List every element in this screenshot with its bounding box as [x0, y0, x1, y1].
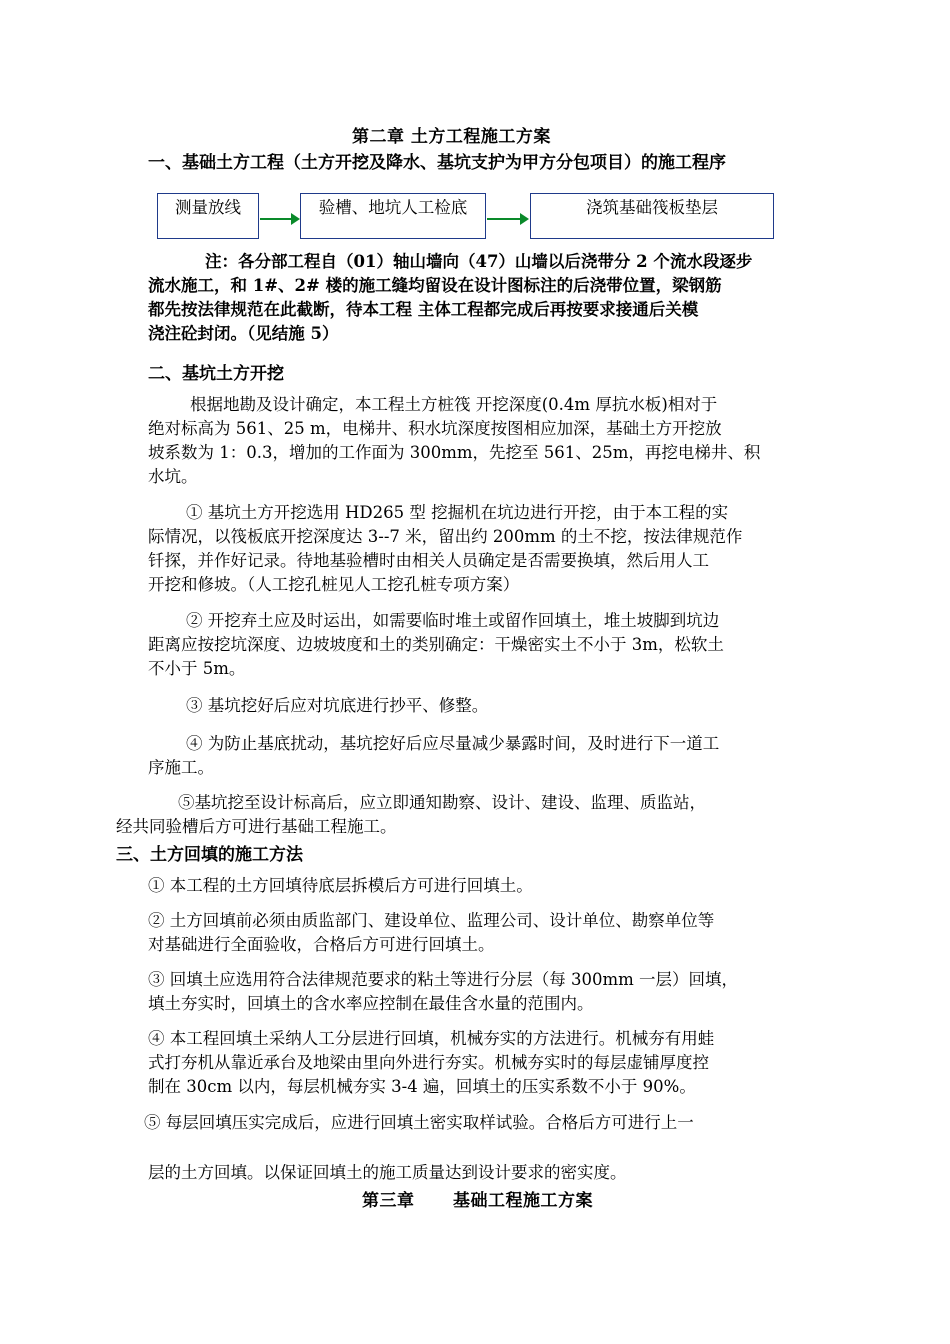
list-item-line: 层的土方回填。以保证回填土的施工质量达到设计要求的密实度。 — [148, 1163, 627, 1182]
flow-step-survey: 测量放线 — [157, 193, 259, 239]
chapter2-title: 第二章 土方工程施工方案 — [352, 127, 551, 147]
list-item-line: 开挖和修坡。（人工挖孔桩见人工挖孔桩专项方案） — [148, 575, 520, 594]
list-item-line: 式打夯机从靠近承台及地梁由里向外进行夯实。机械夯实时的每层虚铺厚度控 — [148, 1053, 709, 1072]
list-item-line: 距离应按挖坑深度、边坡坡度和土的类别确定：干燥密实土不小于 3m，松软土 — [148, 635, 724, 654]
list-item-line: 填土夯实时，回填土的含水率应控制在最佳含水量的范围内。 — [148, 994, 594, 1013]
list-item-line: ⑤ 每层回填压实完成后，应进行回填土密实取样试验。合格后方可进行上一 — [144, 1113, 694, 1132]
section1-heading: 一、基础土方工程（土方开挖及降水、基坑支护为甲方分包项目）的施工程序 — [148, 153, 726, 173]
flow-arrow-1 — [260, 218, 292, 220]
list-item-line: 对基础进行全面验收，合格后方可进行回填土。 — [148, 935, 495, 954]
flow-step-inspection: 验槽、地坑人工检底 — [300, 193, 486, 239]
paragraph-line: 坡系数为 1：0.3，增加的工作面为 300mm，先挖至 561、25m，再挖电梯井、积 — [148, 443, 761, 462]
chapter3-title: 第三章 基础工程施工方案 — [362, 1191, 594, 1211]
flow-step-pour-cushion: 浇筑基础筏板垫层 — [530, 193, 774, 239]
note-line: 浇注砼封闭。（见结施 5） — [148, 324, 339, 343]
list-item-line: 钎探，并作好记录。待地基验槽时由相关人员确定是否需要换填，然后用人工 — [148, 551, 709, 570]
list-item-line: 际情况，以筏板底开挖深度达 3--7 米，留出约 200mm 的土不挖，按法律规范作 — [148, 527, 743, 546]
list-item-line: ② 土方回填前必须由质监部门、建设单位、监理公司、设计单位、勘察单位等 — [148, 911, 715, 930]
list-item-line: 制在 30cm 以内，每层机械夯实 3-4 遍，回填土的压实系数不小于 90%。 — [148, 1077, 696, 1096]
section3-heading: 三、土方回填的施工方法 — [116, 845, 303, 865]
list-item-line: ① 基坑土方开挖选用 HD265 型 挖掘机在坑边进行开挖，由于本工程的实 — [186, 503, 729, 522]
list-item-line: ③ 基坑挖好后应对坑底进行抄平、修整。 — [186, 696, 489, 715]
list-item-line: 经共同验槽后方可进行基础工程施工。 — [116, 817, 397, 836]
note-line: 注：各分部工程自（01）轴山墙向（47）山墙以后浇带分 2 个流水段逐步 — [205, 252, 753, 271]
list-item-line: ④ 为防止基底扰动，基坑挖好后应尽量减少暴露时间，及时进行下一道工 — [186, 734, 720, 753]
paragraph-line: 绝对标高为 561、25 m，电梯井、积水坑深度按图相应加深，基础土方开挖放 — [148, 419, 722, 438]
flow-arrow-2 — [487, 218, 521, 220]
list-item-line: ⑤基坑挖至设计标高后，应立即通知勘察、设计、建设、监理、质监站， — [178, 793, 706, 812]
list-item-line: 不小于 5m。 — [148, 659, 246, 678]
list-item-line: ① 本工程的土方回填待底层拆模后方可进行回填土。 — [148, 876, 533, 895]
section2-heading: 二、基坑土方开挖 — [148, 364, 284, 384]
paragraph-line: 水坑。 — [148, 467, 198, 486]
note-line: 都先按法律规范在此截断，待本工程 主体工程都完成后再按要求接通后关模 — [148, 300, 699, 319]
note-line: 流水施工，和 1#、2# 楼的施工缝均留设在设计图标注的后浇带位置，梁钢筋 — [148, 276, 722, 295]
list-item-line: ③ 回填土应选用符合法律规范要求的粘土等进行分层（每 300mm 一层）回填， — [148, 970, 739, 989]
list-item-line: ④ 本工程回填土采纳人工分层进行回填，机械夯实的方法进行。机械夯有用蛙 — [148, 1029, 715, 1048]
list-item-line: ② 开挖弃土应及时运出，如需要临时堆土或留作回填土，堆土坡脚到坑边 — [186, 611, 720, 630]
paragraph-line: 根据地勘及设计确定，本工程土方桩筏 开挖深度(0.4m 厚抗水板)相对于 — [190, 395, 718, 414]
list-item-line: 序施工。 — [148, 758, 214, 777]
